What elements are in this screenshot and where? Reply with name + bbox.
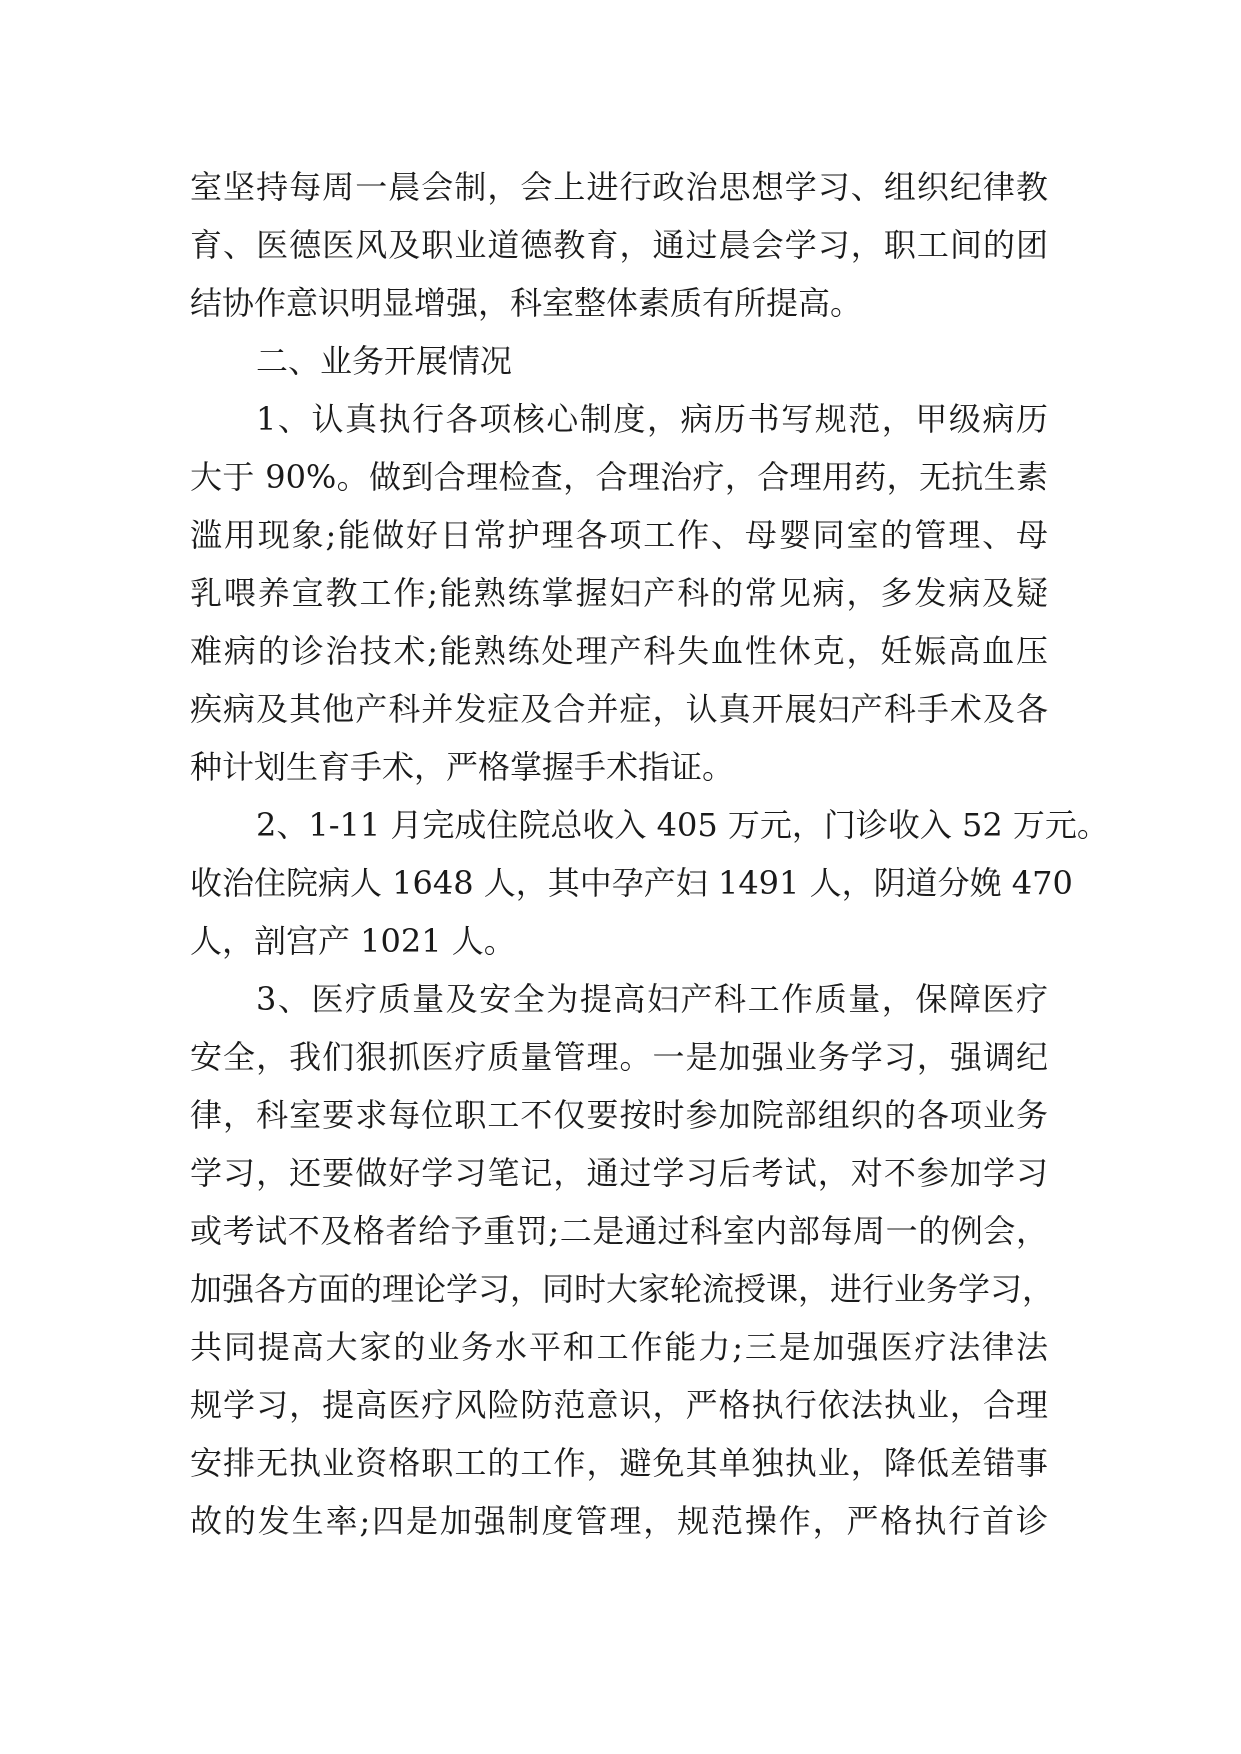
text-line: 学习，还要做好学习笔记，通过学习后考试，对不参加学习 bbox=[190, 1154, 1048, 1192]
text-line: 育、医德医风及职业道德教育，通过晨会学习，职工间的团 bbox=[190, 226, 1048, 264]
text-line: 大于 90%。做到合理检查，合理治疗，合理用药，无抗生素 bbox=[190, 458, 1048, 496]
body-text bbox=[190, 158, 1109, 1550]
text-line: 室坚持每周一晨会制，会上进行政治思想学习、组织纪律教 bbox=[190, 168, 1048, 206]
text-line: 难病的诊治技术;能熟练处理产科失血性休克，妊娠高血压 bbox=[190, 632, 1048, 670]
text-line: 1、认真执行各项核心制度，病历书写规范，甲级病历 bbox=[256, 400, 1048, 438]
section-heading: 二、业务开展情况 bbox=[256, 342, 513, 380]
text-line: 安全，我们狠抓医疗质量管理。一是加强业务学习，强调纪 bbox=[190, 1038, 1048, 1076]
text-line: 律，科室要求每位职工不仅要按时参加院部组织的各项业务 bbox=[190, 1096, 1048, 1134]
text-line: 种计划生育手术，严格掌握手术指证。 bbox=[190, 748, 735, 786]
text-line: 故的发生率;四是加强制度管理，规范操作，严格执行首诊 bbox=[190, 1502, 1048, 1540]
text-line: 安排无执业资格职工的工作，避免其单独执业，降低差错事 bbox=[190, 1444, 1048, 1482]
text-line: 人，剖宫产 1021 人。 bbox=[190, 922, 516, 960]
text-line: 滥用现象;能做好日常护理各项工作、母婴同室的管理、母 bbox=[190, 516, 1048, 554]
text-line: 或考试不及格者给予重罚;二是通过科室内部每周一的例会， bbox=[190, 1212, 1048, 1250]
text-line: 收治住院病人 1648 人，其中孕产妇 1491 人，阴道分娩 470 bbox=[190, 864, 1073, 902]
text-line: 加强各方面的理论学习，同时大家轮流授课，进行业务学习， bbox=[190, 1270, 1055, 1308]
text-line: 规学习，提高医疗风险防范意识，严格执行依法执业，合理 bbox=[190, 1386, 1048, 1424]
text-line: 疾病及其他产科并发症及合并症，认真开展妇产科手术及各 bbox=[190, 690, 1048, 728]
text-line: 3、医疗质量及安全为提高妇产科工作质量，保障医疗 bbox=[256, 980, 1048, 1018]
text-line: 结协作意识明显增强，科室整体素质有所提高。 bbox=[190, 284, 863, 322]
text-line: 乳喂养宣教工作;能熟练掌握妇产科的常见病，多发病及疑 bbox=[190, 574, 1048, 612]
text-line: 共同提高大家的业务水平和工作能力;三是加强医疗法律法 bbox=[190, 1328, 1048, 1366]
text-line: 2、1-11 月完成住院总收入 405 万元，门诊收入 52 万元。 bbox=[256, 806, 1109, 844]
